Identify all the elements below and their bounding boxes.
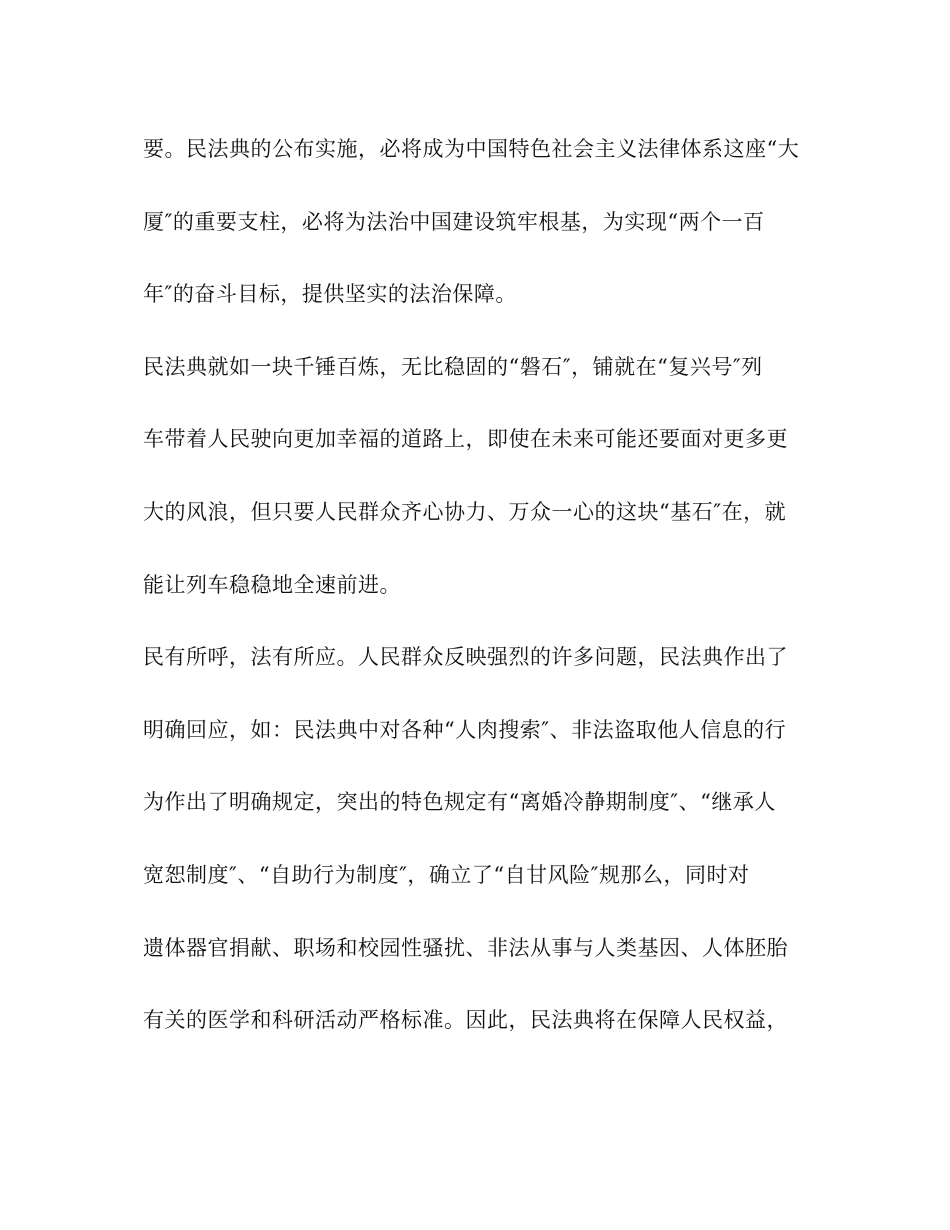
text-line: 为作出了明确规定，突出的特色规定有“离婚冷静期制度″、“继承人 (143, 790, 776, 815)
text-line: 车带着人民驶向更加幸福的道路上，即使在未来可能还要面对更多更 (143, 427, 788, 452)
text-line: 宽恕制度″、“自助行为制度″，确立了“自甘风险″规那么，同时对 (143, 862, 750, 887)
text-line: 遗体器官捐献、职场和校园性骚扰、非法从事与人类基因、人体胚胎 (143, 935, 788, 960)
text-line: 要。民法典的公布实施，必将成为中国特色社会主义法律体系这座“大 (143, 137, 800, 161)
text-line: 民法典就如一块千锤百炼，无比稳固的“磐石″，铺就在“复兴号″列 (143, 354, 763, 379)
text-line: 民有所呼，法有所应。人民群众反映强烈的许多问题，民法典作出了 (143, 645, 788, 670)
text-line: 有关的医学和科研活动严格标准。因此，民法典将在保障人民权益， (143, 1008, 788, 1033)
text-line: 大的风浪，但只要人民群众齐心协力、万众一心的这块“基石″在，就 (143, 499, 787, 524)
text-line: 明确回应，如：民法典中对各种“人肉搜索″、非法盗取他人信息的行 (143, 717, 787, 742)
text-line: 厦″的重要支柱，必将为法治中国建设筑牢根基，为实现“两个一百 (143, 209, 765, 234)
body-text (143, 134, 823, 1078)
text-line: 年″的奋斗目标，提供坚实的法治保障。 (143, 282, 517, 307)
text-line: 能让列车稳稳地全速前进。 (143, 572, 401, 597)
